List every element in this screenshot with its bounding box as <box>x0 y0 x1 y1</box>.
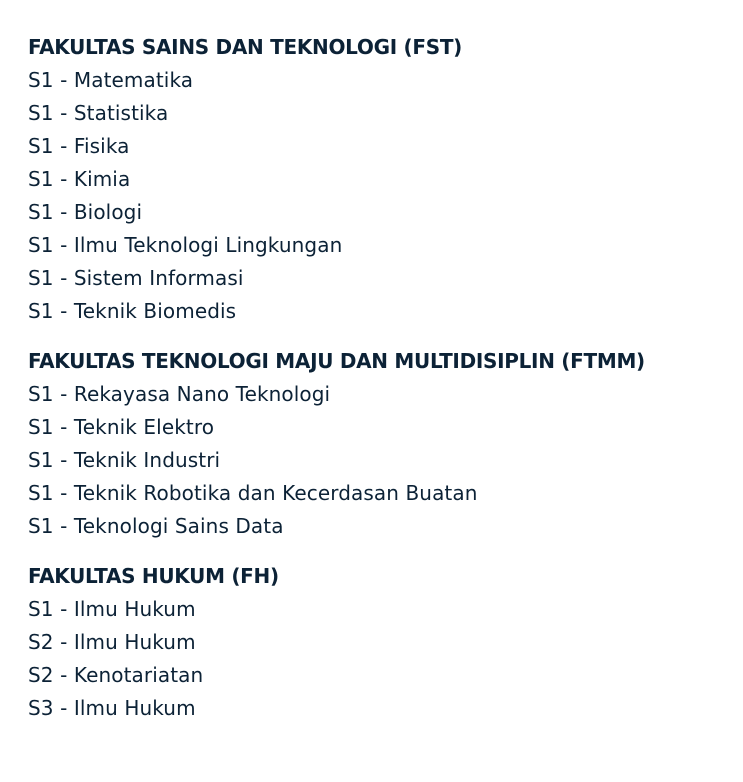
program-item: S1 - Kimia <box>28 167 131 191</box>
program-item: S1 - Teknik Elektro <box>28 415 215 439</box>
program-item: S3 - Ilmu Hukum <box>28 696 196 720</box>
faculty-title: FAKULTAS HUKUM (FH) <box>28 564 279 588</box>
faculty-section-fst <box>28 31 733 328</box>
faculty-title: FAKULTAS SAINS DAN TEKNOLOGI (FST) <box>28 35 462 59</box>
program-item: S1 - Biologi <box>28 200 143 224</box>
program-list <box>28 378 733 543</box>
program-item: S1 - Sistem Informasi <box>28 266 244 290</box>
program-item: S1 - Teknik Industri <box>28 448 221 472</box>
program-list <box>28 64 733 328</box>
program-item: S1 - Ilmu Hukum <box>28 597 196 621</box>
program-item: S1 - Statistika <box>28 101 169 125</box>
program-item: S1 - Teknologi Sains Data <box>28 514 284 538</box>
program-item: S1 - Ilmu Teknologi Lingkungan <box>28 233 343 257</box>
program-item: S1 - Matematika <box>28 68 194 92</box>
program-item: S2 - Ilmu Hukum <box>28 630 196 654</box>
program-item: S1 - Rekayasa Nano Teknologi <box>28 382 331 406</box>
program-item: S1 - Teknik Biomedis <box>28 299 237 323</box>
program-item: S2 - Kenotariatan <box>28 663 204 687</box>
faculty-program-list <box>28 31 733 742</box>
program-item: S1 - Fisika <box>28 134 130 158</box>
faculty-title: FAKULTAS TEKNOLOGI MAJU DAN MULTIDISIPLIN (FTMM) <box>28 349 645 373</box>
program-item: S1 - Teknik Robotika dan Kecerdasan Buatan <box>28 481 478 505</box>
faculty-section-ftmm <box>28 345 733 543</box>
program-list <box>28 593 733 725</box>
faculty-section-fh <box>28 560 733 725</box>
